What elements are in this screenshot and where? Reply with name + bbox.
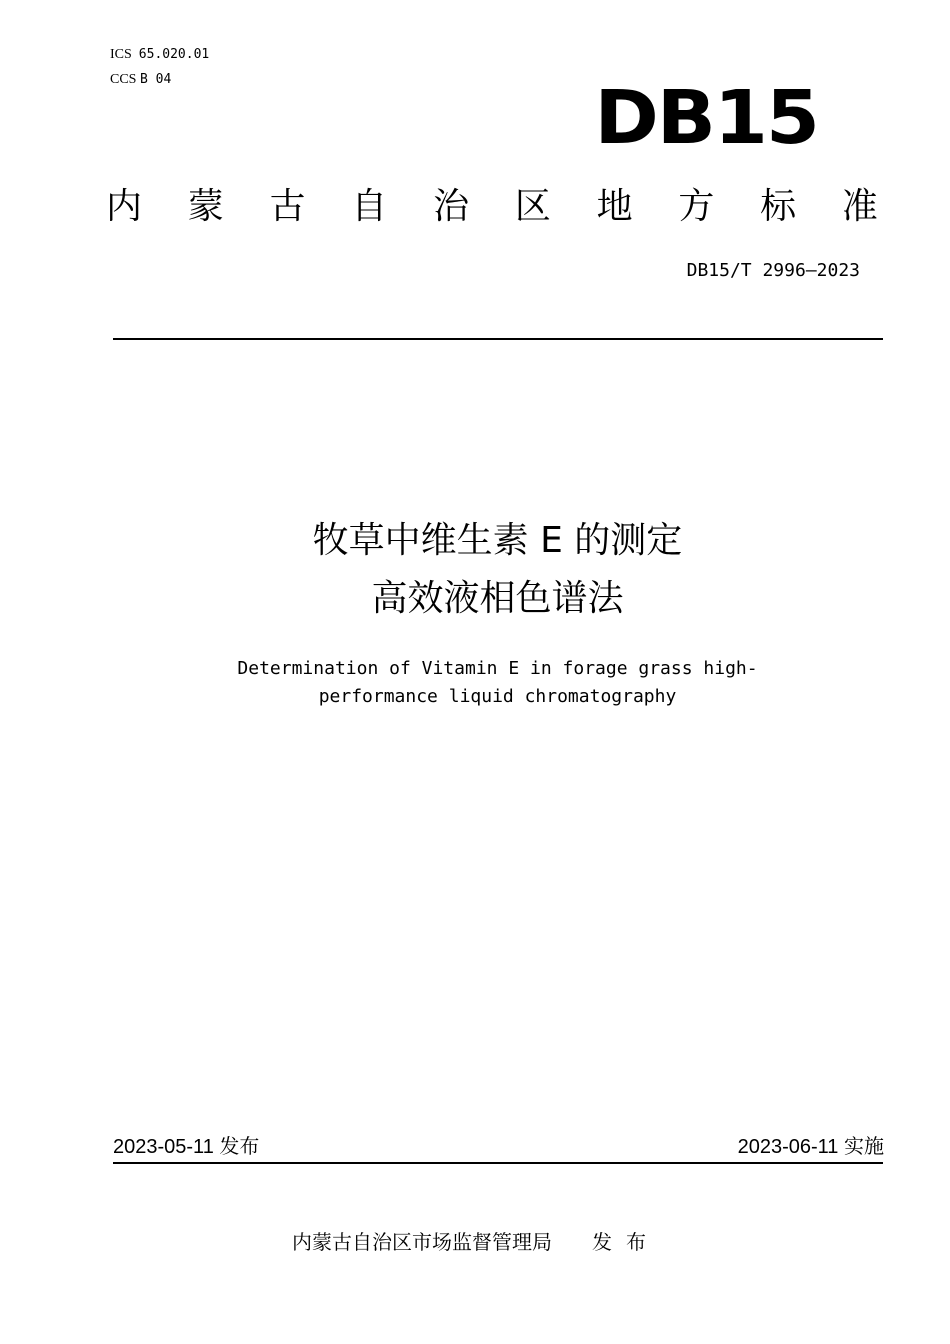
- ccs-label: CCS: [110, 72, 137, 87]
- standard-type-char: 古: [269, 186, 306, 227]
- standard-type-char: 区: [514, 186, 551, 227]
- standard-type-char: 标: [760, 186, 797, 227]
- ics-code: [110, 47, 209, 63]
- standard-type-char: 内: [106, 186, 143, 227]
- ics-value: 65.020.01: [138, 47, 210, 62]
- issue-date: 2023-05-11: [113, 1136, 214, 1158]
- standard-type-heading: [106, 182, 878, 232]
- title-english-line-2: performance liquid chromatography: [318, 686, 677, 707]
- ics-label: ICS: [110, 47, 132, 62]
- ccs-value: B 04: [139, 72, 172, 87]
- title-chinese-line-1: 牧草中维生素 E 的测定: [312, 520, 683, 561]
- implementation-label: 实施: [844, 1134, 884, 1158]
- publisher-line: [292, 1228, 660, 1256]
- issue-date-block: [113, 1133, 259, 1160]
- title-english-line-1: Determination of Vitamin E in forage grass high-: [237, 658, 758, 679]
- ccs-code: [110, 72, 171, 88]
- standard-type-char: 治: [433, 186, 470, 227]
- standard-number: DB15/T 2996—2023: [686, 260, 860, 281]
- publisher-label: 发布: [592, 1230, 660, 1254]
- title-chinese-line-2: 高效液相色谱法: [371, 578, 624, 619]
- issue-label: 发布: [219, 1134, 260, 1158]
- implementation-date-block: [738, 1133, 884, 1160]
- top-divider: [113, 338, 883, 340]
- bottom-divider: [113, 1162, 883, 1164]
- standard-type-char: 地: [596, 186, 633, 227]
- standard-type-char: 方: [678, 186, 715, 227]
- publisher-name: 内蒙古自治区市场监督管理局: [292, 1230, 552, 1254]
- standard-type-char: 蒙: [187, 186, 224, 227]
- implementation-date: 2023-06-11: [737, 1136, 839, 1158]
- standard-type-char: 自: [351, 186, 388, 227]
- db15-logo: DB15: [594, 75, 818, 161]
- standard-type-char: 准: [841, 186, 878, 227]
